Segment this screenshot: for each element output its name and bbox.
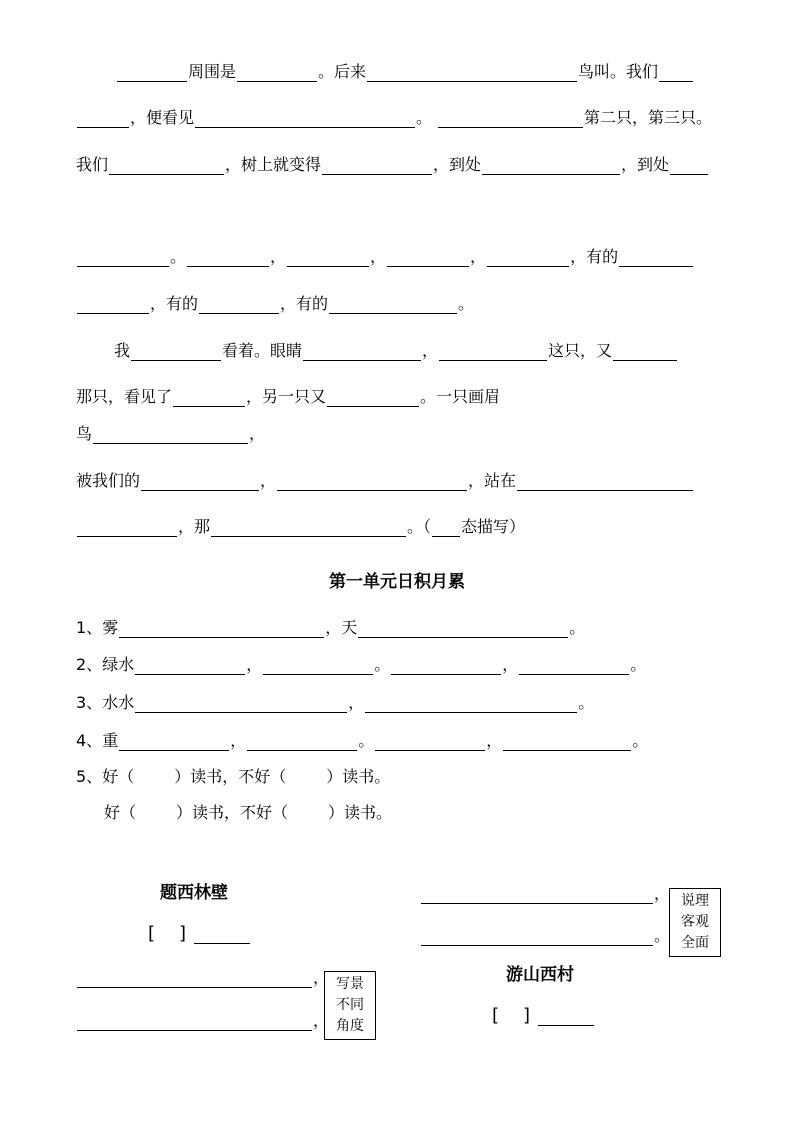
text: 。 — [374, 655, 391, 674]
text: 。 — [358, 731, 375, 750]
item-number: 4、 — [76, 731, 103, 750]
p1-line-3 — [76, 155, 709, 175]
item-4 — [76, 731, 648, 751]
blank[interactable] — [421, 929, 653, 946]
text: 。后来 — [318, 62, 367, 81]
text: ， — [470, 247, 487, 266]
blank[interactable] — [482, 158, 620, 175]
blank[interactable] — [135, 658, 245, 675]
blank[interactable] — [329, 297, 457, 314]
text: 。 — [458, 294, 475, 313]
text: ）读书。 — [328, 803, 393, 822]
text: 。 — [578, 693, 595, 712]
blank[interactable] — [77, 250, 169, 267]
note-line: 客观 — [681, 914, 709, 930]
section-title: 第一单元日积月累 — [329, 572, 465, 592]
blank[interactable] — [519, 658, 629, 675]
item-5 — [76, 767, 390, 787]
blank[interactable] — [195, 111, 415, 128]
text: 好（ — [104, 803, 137, 822]
poem1-author-row — [148, 924, 251, 944]
blank[interactable] — [358, 621, 568, 638]
poem1-line-2 — [76, 1011, 329, 1031]
text: ）读书，不好（ — [176, 803, 289, 822]
text: 那只，看见了 — [76, 387, 173, 406]
text: 我 — [114, 341, 131, 360]
text: 周围是 — [188, 62, 237, 81]
blank[interactable] — [247, 734, 357, 751]
p2-line-4 — [76, 471, 694, 491]
text: ，到处 — [621, 155, 670, 174]
blank[interactable] — [119, 734, 229, 751]
text: 鸟叫。我们 — [578, 62, 659, 81]
blank[interactable] — [237, 65, 317, 82]
text: 这只，又 — [548, 341, 613, 360]
text: ，便看见 — [130, 108, 195, 127]
text: ， — [370, 247, 387, 266]
poem2-title: 游山西村 — [506, 965, 574, 985]
item-5b — [104, 803, 392, 823]
text: ， — [270, 247, 287, 266]
text: ，有的 — [150, 294, 199, 313]
p2-line-5 — [76, 517, 525, 537]
text: 好（ — [102, 767, 135, 786]
poem2-line-2 — [420, 926, 670, 946]
text: ， — [246, 655, 263, 674]
item-number: 3、 — [76, 693, 103, 712]
blank[interactable] — [367, 65, 577, 82]
blank[interactable] — [135, 696, 347, 713]
bracket-open: [ — [492, 1005, 500, 1026]
blank[interactable] — [487, 250, 569, 267]
text: 看着。眼睛 — [222, 341, 303, 360]
item-number: 1、 — [76, 618, 103, 637]
blank[interactable] — [421, 887, 653, 904]
p2-line-3 — [76, 424, 265, 444]
blank[interactable] — [438, 111, 583, 128]
blank[interactable] — [263, 658, 373, 675]
text: ，有的 — [570, 247, 619, 266]
blank[interactable] — [173, 390, 245, 407]
blank[interactable] — [670, 158, 708, 175]
text: ， — [422, 341, 439, 360]
p1-line-2 — [76, 108, 712, 128]
text: ， — [260, 471, 277, 490]
author-blank[interactable] — [194, 927, 250, 944]
text: ，树上就变得 — [225, 155, 322, 174]
text: ，有的 — [280, 294, 329, 313]
note-line: 全面 — [681, 935, 709, 951]
text: ， — [502, 655, 519, 674]
text: ）读书，不好（ — [174, 767, 287, 786]
poem2-line-1 — [420, 884, 670, 904]
p1-line-4 — [76, 247, 694, 267]
poem1-line-1 — [76, 968, 329, 988]
blank[interactable] — [659, 65, 693, 82]
item-number: 5、 — [76, 767, 103, 786]
blank[interactable] — [277, 474, 467, 491]
text: 。 — [569, 618, 586, 637]
text: 鸟 — [76, 424, 93, 443]
text: ，到处 — [433, 155, 482, 174]
blank[interactable] — [303, 344, 421, 361]
text: 态描写） — [461, 517, 526, 536]
blank[interactable] — [432, 520, 460, 537]
blank[interactable] — [211, 520, 406, 537]
blank[interactable] — [365, 696, 577, 713]
text: 被我们的 — [76, 471, 141, 490]
blank[interactable] — [375, 734, 485, 751]
blank[interactable] — [287, 250, 369, 267]
item-2 — [76, 655, 646, 675]
blank[interactable] — [117, 65, 187, 82]
text: 。一只画眉 — [420, 387, 501, 406]
p2-line-2 — [76, 387, 500, 407]
text: 绿水 — [102, 655, 135, 674]
blank[interactable] — [119, 621, 324, 638]
text: ， — [313, 968, 330, 987]
blank[interactable] — [109, 158, 224, 175]
text: ，那 — [178, 517, 211, 536]
text: ， — [348, 693, 365, 712]
blank[interactable] — [131, 344, 221, 361]
text: ， — [313, 1011, 330, 1030]
bracket-open: [ — [148, 923, 156, 944]
text: ， — [249, 424, 266, 443]
blank[interactable] — [141, 474, 259, 491]
blank[interactable] — [77, 111, 129, 128]
text: 。 — [416, 108, 433, 127]
p1-line-5 — [76, 294, 474, 314]
blank[interactable] — [77, 520, 177, 537]
note-line: 不同 — [336, 997, 364, 1013]
item-1 — [76, 618, 585, 638]
text: ，站在 — [468, 471, 517, 490]
note-line: 角度 — [336, 1018, 364, 1034]
blank[interactable] — [322, 158, 432, 175]
poem2-note-box — [669, 888, 721, 957]
blank[interactable] — [77, 971, 312, 988]
blank[interactable] — [439, 344, 547, 361]
bracket-close: ] — [523, 1005, 531, 1026]
blank[interactable] — [517, 474, 693, 491]
poem1-note-box — [324, 971, 376, 1040]
text: ， — [230, 731, 247, 750]
note-line: 写景 — [336, 976, 364, 992]
blank[interactable] — [77, 1014, 312, 1031]
bracket-close: ] — [179, 923, 187, 944]
blank[interactable] — [93, 427, 248, 444]
item-3 — [76, 693, 594, 713]
text: ， — [486, 731, 503, 750]
text: ， — [654, 884, 671, 903]
text: ，另一只又 — [246, 387, 327, 406]
text: 。 — [170, 247, 187, 266]
text: 。 — [632, 731, 649, 750]
text: 第二只，第三只。 — [584, 108, 713, 127]
blank[interactable] — [503, 734, 631, 751]
blank[interactable] — [613, 344, 677, 361]
text: ，天 — [325, 618, 358, 637]
poem1-title: 题西林壁 — [160, 883, 228, 903]
text: 雾 — [102, 618, 119, 637]
text: 重 — [102, 731, 119, 750]
blank[interactable] — [77, 297, 149, 314]
blank[interactable] — [387, 250, 469, 267]
text: 我们 — [76, 155, 109, 174]
blank[interactable] — [199, 297, 279, 314]
blank[interactable] — [619, 250, 693, 267]
text: ）读书。 — [326, 767, 391, 786]
p2-line-1 — [114, 341, 678, 361]
blank[interactable] — [187, 250, 269, 267]
poem2-author-row — [492, 1006, 595, 1026]
author-blank[interactable] — [538, 1009, 594, 1026]
blank[interactable] — [391, 658, 501, 675]
text: 。（ — [407, 517, 432, 536]
text: 水水 — [102, 693, 135, 712]
blank[interactable] — [327, 390, 419, 407]
item-number: 2、 — [76, 655, 103, 674]
text: 。 — [630, 655, 647, 674]
note-line: 说理 — [681, 893, 709, 909]
text: 。 — [654, 926, 671, 945]
p1-line-1 — [116, 62, 694, 82]
